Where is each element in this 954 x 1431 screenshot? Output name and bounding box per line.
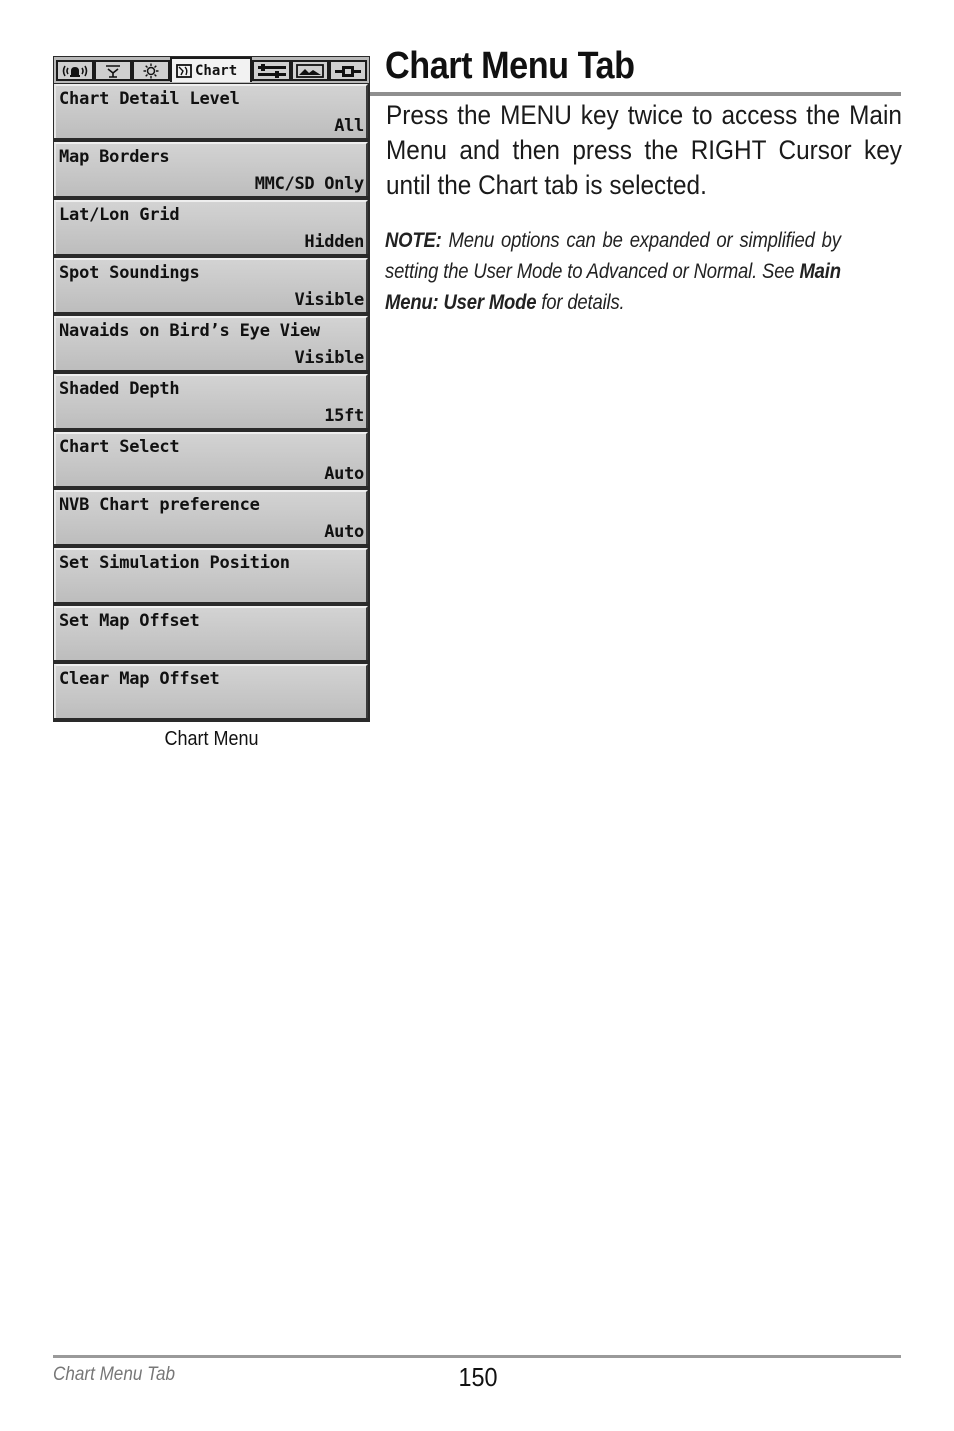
note-label: NOTE: — [385, 229, 442, 252]
tab-alarms[interactable] — [56, 60, 94, 81]
menu-item-label: Map Borders — [59, 147, 170, 167]
menu-item-value: Auto — [324, 522, 364, 542]
chart-icon — [176, 64, 192, 78]
menu-item-chart-select[interactable] — [54, 432, 368, 486]
tab-setup[interactable] — [132, 60, 170, 81]
menu-item-value: Auto — [324, 464, 364, 484]
menu-item-label: Navaids on Bird’s Eye View — [59, 321, 320, 341]
menu-item-spot-soundings[interactable] — [54, 258, 368, 312]
tab-chart[interactable] — [170, 57, 252, 82]
menu-item-label: Chart Detail Level — [59, 89, 240, 109]
menu-item-value: All — [334, 116, 364, 136]
tab-chart-label: Chart — [195, 62, 238, 79]
menu-item-value: Visible — [294, 290, 364, 310]
menu-item-value: MMC/SD Only — [254, 174, 364, 194]
menu-item-set-map-offset[interactable] — [54, 606, 368, 660]
menu-item-label: Spot Soundings — [59, 263, 200, 283]
chart-menu-screenshot — [53, 56, 370, 722]
note-reference-link[interactable]: Main Menu: User Mode — [385, 260, 841, 314]
menu-item-lat-lon-grid[interactable] — [54, 200, 368, 254]
tab-accessories[interactable] — [329, 60, 367, 81]
alarms-icon — [61, 64, 89, 78]
menu-item-shaded-depth[interactable] — [54, 374, 368, 428]
menu-item-label: Set Map Offset — [59, 611, 200, 631]
figure-caption: Chart Menu — [164, 728, 259, 750]
menu-item-label: NVB Chart preference — [59, 495, 260, 515]
menu-item-label: Set Simulation Position — [59, 553, 290, 573]
menu-tab-bar — [54, 57, 369, 83]
menu-item-set-simulation-position[interactable] — [54, 548, 368, 602]
menu-item-value: Visible — [294, 348, 364, 368]
page-title: Chart Menu Tab — [385, 45, 635, 87]
menu-item-chart-detail-level[interactable] — [54, 84, 368, 138]
views-icon — [296, 64, 324, 78]
page-number: 150 — [458, 1362, 498, 1392]
menu-item-value: Hidden — [304, 232, 364, 252]
setup-icon — [143, 63, 159, 79]
menu-item-clear-map-offset[interactable] — [54, 664, 368, 718]
menu-item-navaids-birds-eye-view[interactable] — [54, 316, 368, 370]
tab-sonar[interactable] — [94, 60, 132, 81]
note-text-end: for details. — [536, 291, 625, 314]
sonar-icon — [104, 64, 122, 78]
footer-divider — [53, 1355, 901, 1358]
menu-item-label: Lat/Lon Grid — [59, 205, 180, 225]
menu-item-label: Clear Map Offset — [59, 669, 220, 689]
menu-item-nvb-chart-preference[interactable] — [54, 490, 368, 544]
note-paragraph — [385, 225, 841, 318]
menu-item-value: 15ft — [324, 406, 364, 426]
menu-item-label: Shaded Depth — [59, 379, 180, 399]
note-text: Menu options can be expanded or simplified by setting the User Mode to Advanced or Normal. See — [385, 229, 841, 283]
tab-views[interactable] — [291, 60, 329, 81]
navigation-icon — [257, 64, 287, 78]
tab-navigation[interactable] — [252, 60, 291, 81]
menu-item-label: Chart Select — [59, 437, 180, 457]
intro-paragraph: Press the MENU key twice to access the Main Menu and then press the RIGHT Cursor key until the Chart tab is selected. — [386, 100, 902, 200]
menu-item-map-borders[interactable] — [54, 142, 368, 196]
accessories-icon — [335, 64, 361, 78]
title-divider — [370, 92, 901, 96]
footer-section-title: Chart Menu Tab — [53, 1364, 175, 1385]
